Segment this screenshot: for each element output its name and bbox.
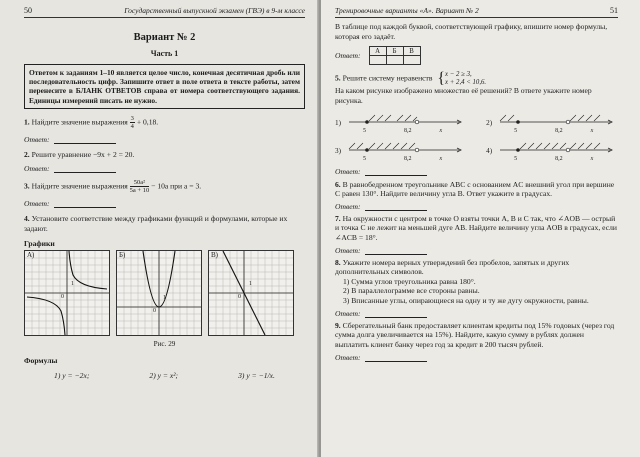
option-index: 1) xyxy=(335,118,341,127)
task-4 xyxy=(24,214,305,233)
numerator: 50a² xyxy=(130,179,150,187)
graphs-title: Графики xyxy=(24,238,55,248)
graph-b-label: Б) xyxy=(119,250,126,259)
task-text-tail: + 0,18. xyxy=(136,117,159,127)
denominator: 5a + 10 xyxy=(129,187,150,195)
axis-zero: 0 xyxy=(153,307,156,314)
answer-label: Ответ: xyxy=(24,164,50,174)
statement-3: 3) Вписанные углы, опирающиеся на одну и ту же дугу окружности, равны. xyxy=(343,295,589,305)
inequality-2: x + 2,4 < 10,6. xyxy=(445,78,487,86)
fraction xyxy=(130,115,135,130)
graph-a-label: А) xyxy=(27,250,35,259)
answer-line[interactable] xyxy=(365,247,427,255)
number-lines xyxy=(335,112,618,162)
task-number: 2. xyxy=(24,149,30,159)
axis-zero: 0 xyxy=(61,293,64,300)
graph-b xyxy=(116,250,202,336)
graph-c xyxy=(208,250,294,336)
point-a: 5 xyxy=(363,127,366,134)
point-b: 8,2 xyxy=(404,127,412,134)
point-a: 5 xyxy=(363,155,366,162)
inequality-system xyxy=(437,71,486,86)
answer-field-9[interactable] xyxy=(335,353,618,362)
answer-line[interactable] xyxy=(365,354,427,362)
instructions-box: Ответом к заданиям 1–10 является целое число, конечная десятичная дробь или последовательность цифр. Запишите ответ в поле ответа в тексте работы, затем перенесите в БЛАНК ОТВЕТОВ справа от номера соответствующего задания. Единицы измерений писать не нужно. xyxy=(24,64,305,109)
number-line-3[interactable] xyxy=(335,140,478,162)
task-number: 4. xyxy=(24,214,30,224)
task-9 xyxy=(335,321,618,350)
right-page xyxy=(321,0,640,457)
number-line-1[interactable] xyxy=(335,112,478,134)
table-cell-b[interactable] xyxy=(386,56,403,65)
point-a: 5 xyxy=(514,155,518,162)
task-8 xyxy=(335,258,618,306)
right-page-header xyxy=(335,6,618,18)
axis-one: 1 xyxy=(71,280,74,287)
option-index: 2) xyxy=(486,118,493,127)
task-number: 5. xyxy=(335,73,341,83)
point-b: 8,2 xyxy=(555,155,563,162)
task-6 xyxy=(335,180,618,199)
left-header-title: Государственный выпускной экзамен (ГВЭ) в 9-м классе xyxy=(124,6,305,15)
task-7 xyxy=(335,214,618,243)
graphs-row xyxy=(24,250,305,336)
answer-line[interactable] xyxy=(54,136,116,144)
formulas-title: Формулы xyxy=(24,355,58,365)
task-1 xyxy=(24,115,305,130)
axis-x: x xyxy=(590,155,594,162)
point-b: 8,2 xyxy=(404,155,412,162)
axis-x: x xyxy=(439,155,443,162)
answer-table[interactable] xyxy=(369,46,421,65)
answer-field-6[interactable] xyxy=(335,202,618,211)
task-5 xyxy=(335,71,618,105)
numerator: 3 xyxy=(130,114,134,122)
part-title: Часть 1 xyxy=(150,49,179,58)
option-index: 3) xyxy=(335,146,341,155)
answer-label: Ответ: xyxy=(24,199,50,209)
right-header-title: Тренировочные варианты «А». Вариант № 2 xyxy=(335,6,479,15)
answer-field-2[interactable] xyxy=(24,164,305,173)
answer-line[interactable] xyxy=(365,203,427,211)
formula-2: 2) y = x²; xyxy=(149,370,179,380)
task-number: 8. xyxy=(335,257,341,267)
graph-b-plot xyxy=(117,251,201,335)
table-header-b: Б xyxy=(386,47,403,56)
axis-one: 1 xyxy=(163,294,166,301)
fraction xyxy=(130,179,150,194)
table-header-c: В xyxy=(403,47,420,56)
answer-field-1[interactable] xyxy=(24,135,305,144)
formulas-row xyxy=(24,371,305,380)
task-3 xyxy=(24,179,305,194)
axis-x: x xyxy=(590,127,594,134)
table-cell-c[interactable] xyxy=(403,56,420,65)
task-question: На каком рисунке изображено множество её решений? В ответе укажите номер рисунка. xyxy=(335,86,592,105)
task-text: Сберегательный банк предоставляет клиентам кредиты под 15% годовых (через год сумма долга увеличивается на 15%). Найдите, какую сумму в рублях должен выплатить клиент банку через год за кредит в 200 тысяч рублей. xyxy=(335,320,615,349)
left-page-number: 50 xyxy=(24,6,32,15)
answer-table-field[interactable] xyxy=(335,46,618,65)
task-number: 7. xyxy=(335,213,341,223)
answer-line[interactable] xyxy=(54,200,116,208)
answer-label: Ответ: xyxy=(335,308,361,318)
answer-field-3[interactable] xyxy=(24,199,305,208)
task-text-tail: − 10a при a = 3. xyxy=(151,181,202,191)
task-2 xyxy=(24,150,305,160)
task-text: Найдите значение выражения xyxy=(31,117,128,127)
left-page xyxy=(0,0,319,457)
figure-caption: Рис. 29 xyxy=(153,339,176,348)
table-intro: В таблице под каждой буквой, соответствующей графику, впишите номер формулы, которая его задаёт. xyxy=(335,22,608,41)
task-number: 9. xyxy=(335,320,341,330)
denominator: 4 xyxy=(130,122,134,130)
brace-glyph: { xyxy=(437,69,446,87)
system-rows xyxy=(445,71,486,86)
formula-1: 1) y = −2x; xyxy=(54,370,90,380)
axis-one: 1 xyxy=(249,280,252,287)
answer-line[interactable] xyxy=(365,168,427,176)
graph-c-label: В) xyxy=(211,250,218,259)
task-text: Решите систему неравенств xyxy=(342,73,433,83)
right-page-number: 51 xyxy=(610,6,618,15)
point-a: 5 xyxy=(514,127,518,134)
task-text: В равнобедренном треугольнике ABC с основанием AC внешний угол при вершине C равен 130°. Найдите величину угла B. Ответ укажите в градусах. xyxy=(335,179,615,199)
graph-a xyxy=(24,250,110,336)
inequality-1: x − 2 ≥ 3, xyxy=(445,71,472,79)
variant-title: Вариант № 2 xyxy=(133,32,196,43)
answer-label: Ответ: xyxy=(335,166,361,176)
answer-label: Ответ: xyxy=(335,201,361,211)
answer-label: Ответ: xyxy=(335,51,361,61)
graph-c-plot xyxy=(209,251,293,335)
answer-line[interactable] xyxy=(365,310,427,318)
task-text: На окружности с центром в точке O взяты точки A, B и C так, что ∠AOB — острый и точка C не лежит на меньшей дуге AB. Найдите величину угла AOB в градусах, если ∠ACB = 18°. xyxy=(335,213,617,242)
answer-label: Ответ: xyxy=(335,245,361,255)
task-number: 6. xyxy=(335,179,341,189)
number-line-2[interactable] xyxy=(486,112,629,134)
task-number: 1. xyxy=(24,117,30,127)
answer-field-7[interactable] xyxy=(335,246,618,255)
task-text: Решите уравнение −9x + 2 = 20. xyxy=(31,149,135,159)
option-index: 4) xyxy=(486,146,493,155)
axis-zero: 0 xyxy=(238,293,241,300)
table-header-a: А xyxy=(369,47,386,56)
left-page-header xyxy=(24,6,305,18)
task-text: Найдите значение выражения xyxy=(31,181,128,191)
answer-label: Ответ: xyxy=(335,353,361,363)
axis-x: x xyxy=(439,127,443,134)
answer-label: Ответ: xyxy=(24,134,50,144)
formula-3: 3) y = −1/x. xyxy=(238,370,275,380)
table-cell-a[interactable] xyxy=(369,56,386,65)
task-text: Укажите номера верных утверждений без пробелов, запятых и других дополнительных символов. xyxy=(335,257,570,277)
number-line-4[interactable] xyxy=(486,140,629,162)
task-text: Установите соответствие между графиками функций и формулами, которые их задают. xyxy=(24,214,288,233)
answer-field-5[interactable] xyxy=(335,167,618,176)
graph-a-plot xyxy=(25,251,109,335)
task-number: 3. xyxy=(24,181,30,191)
statement-2: 2) В параллелограмме все стороны равны. xyxy=(343,286,480,296)
statement-1: 1) Сумма углов треугольника равна 180°. xyxy=(343,276,476,286)
point-b: 8,2 xyxy=(555,127,563,134)
answer-line[interactable] xyxy=(54,165,116,173)
answer-field-8[interactable] xyxy=(335,309,618,318)
